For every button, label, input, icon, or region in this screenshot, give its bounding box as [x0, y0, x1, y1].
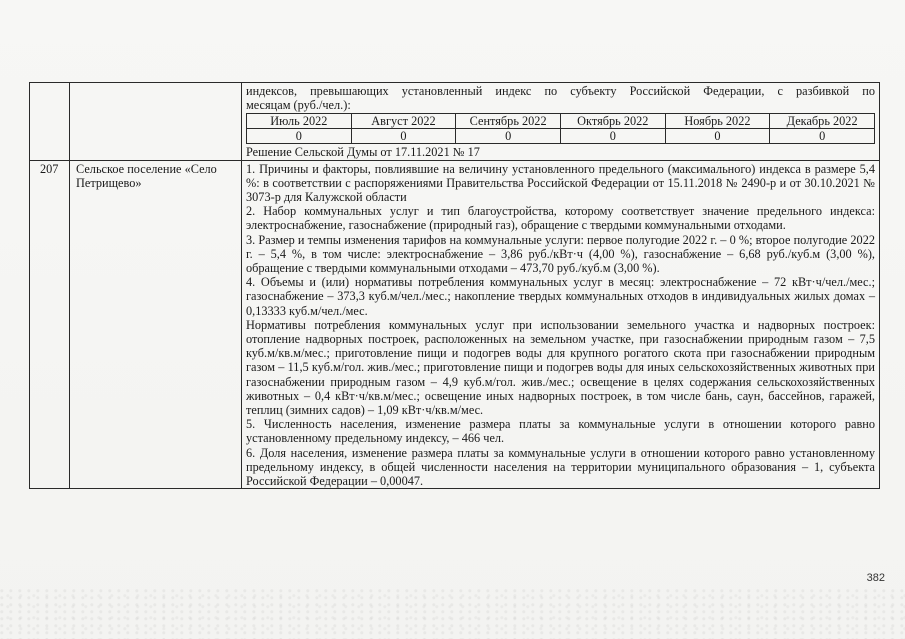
- month-value: 0: [665, 129, 770, 144]
- paragraph-6: 6. Доля населения, изменение размера платы за коммунальные услуги в отношении которого равно установленному предельному индексу, в общей численности населения на территории муниципального образования – 1, субъекта Российской Федерации – 0,00047.: [246, 445, 875, 489]
- month-value: 0: [247, 129, 352, 144]
- paragraph-3: 3. Размер и темпы изменения тарифов на коммунальные услуги: первое полугодие 2022 г. – 0 %; второе полугодие 2022 г. – 5,4 %, в том числе: электроснабжение – 3,86 руб./кВт·ч (4,00 %), газоснабжение – 6,68 руб./куб.м (3,00 %), обращение с твердыми коммунальными отходами – 473,70 руб./куб.м (3,00 %).: [246, 232, 875, 276]
- intro-line: индексов, превышающих установленный индекс по субъекту Российской Федерации, с разбивкой по: [246, 84, 875, 98]
- month-header: Август 2022: [351, 114, 456, 129]
- page-number: 382: [866, 572, 885, 584]
- number-cell-empty: [30, 83, 70, 161]
- decision-line: Решение Сельской Думы от 17.11.2021 № 17: [246, 145, 480, 160]
- paragraph-norms: Нормативы потребления коммунальных услуг при использовании земельного участка и надворных построек: отопление надворных построек, расположенных на земельном участке, при газоснабжении природным газом – 7,5 куб.м/кв.м/мес.; приготовление пищи и подогрев воды для крупного рогатого скота при газоснабжении природным газом – 11,5 куб.м/гол. жив./мес.; приготовление пищи и подогрев воды для иных сельскохозяйственных животных при газоснабжении природным газом – 4,9 куб.м/гол. жив./мес.; освещение в целях содержания сельскохозяйственных животных – 0,4 кВт·ч/кв.м/мес.; освещение иных надворных построек, в том числе бань, саун, бассейнов, гаражей, теплиц (зимних садов) – 1,09 кВт·ч/кв.м/мес.: [246, 317, 875, 418]
- months-header-row: [247, 114, 875, 129]
- intro-line: месяцам (руб./чел.):: [246, 98, 351, 113]
- table-row-continuation: [30, 83, 880, 161]
- scan-noise: [0, 588, 905, 639]
- month-value: 0: [456, 129, 561, 144]
- paragraph-4: 4. Объемы и (или) нормативы потребления коммунальных услуг в месяц: электроснабжение – 72 кВт·ч/чел./мес.; газоснабжение – 373,3 куб.м/чел./мес.; накопление твердых коммунальных отходов в индивидуальных жилых домах – 0,13333 куб.м/чел./мес.: [246, 275, 875, 318]
- paragraph-2: 2. Набор коммунальных услуг и тип благоустройства, которому соответствует значение предельного индекса: электроснабжение, газоснабжение (природный газ), обращение с твердыми коммунальными отходами.: [246, 204, 875, 233]
- row-number: 207: [30, 160, 70, 489]
- table-row-207: [30, 160, 880, 489]
- municipality-name: Сельское поселение «Село Петрищево»: [70, 160, 242, 489]
- description-cell: [242, 160, 880, 489]
- month-header: Ноябрь 2022: [665, 114, 770, 129]
- month-value: 0: [770, 129, 875, 144]
- month-value: 0: [351, 129, 456, 144]
- months-table: [246, 113, 875, 144]
- month-header: Сентябрь 2022: [456, 114, 561, 129]
- month-header: Октябрь 2022: [560, 114, 665, 129]
- month-value: 0: [560, 129, 665, 144]
- paragraph-5: 5. Численность населения, изменение размера платы за коммунальные услуги в отношении которого равно установленному предельному индексу, – 466 чел.: [246, 417, 875, 446]
- indices-table: [29, 82, 880, 489]
- description-cell: [242, 83, 880, 161]
- months-value-row: [247, 129, 875, 144]
- paragraph-1: 1. Причины и факторы, повлиявшие на величину установленного предельного (максимального) индекса в размере 5,4 %: в соответствии с распоряжениями Правительства Российской Федерации от 15.11.2018 № 2490-р и от 30.10.2021 № 3073-р для Калужской области: [246, 161, 875, 205]
- name-cell-empty: [70, 83, 242, 161]
- month-header: Июль 2022: [247, 114, 352, 129]
- month-header: Декабрь 2022: [770, 114, 875, 129]
